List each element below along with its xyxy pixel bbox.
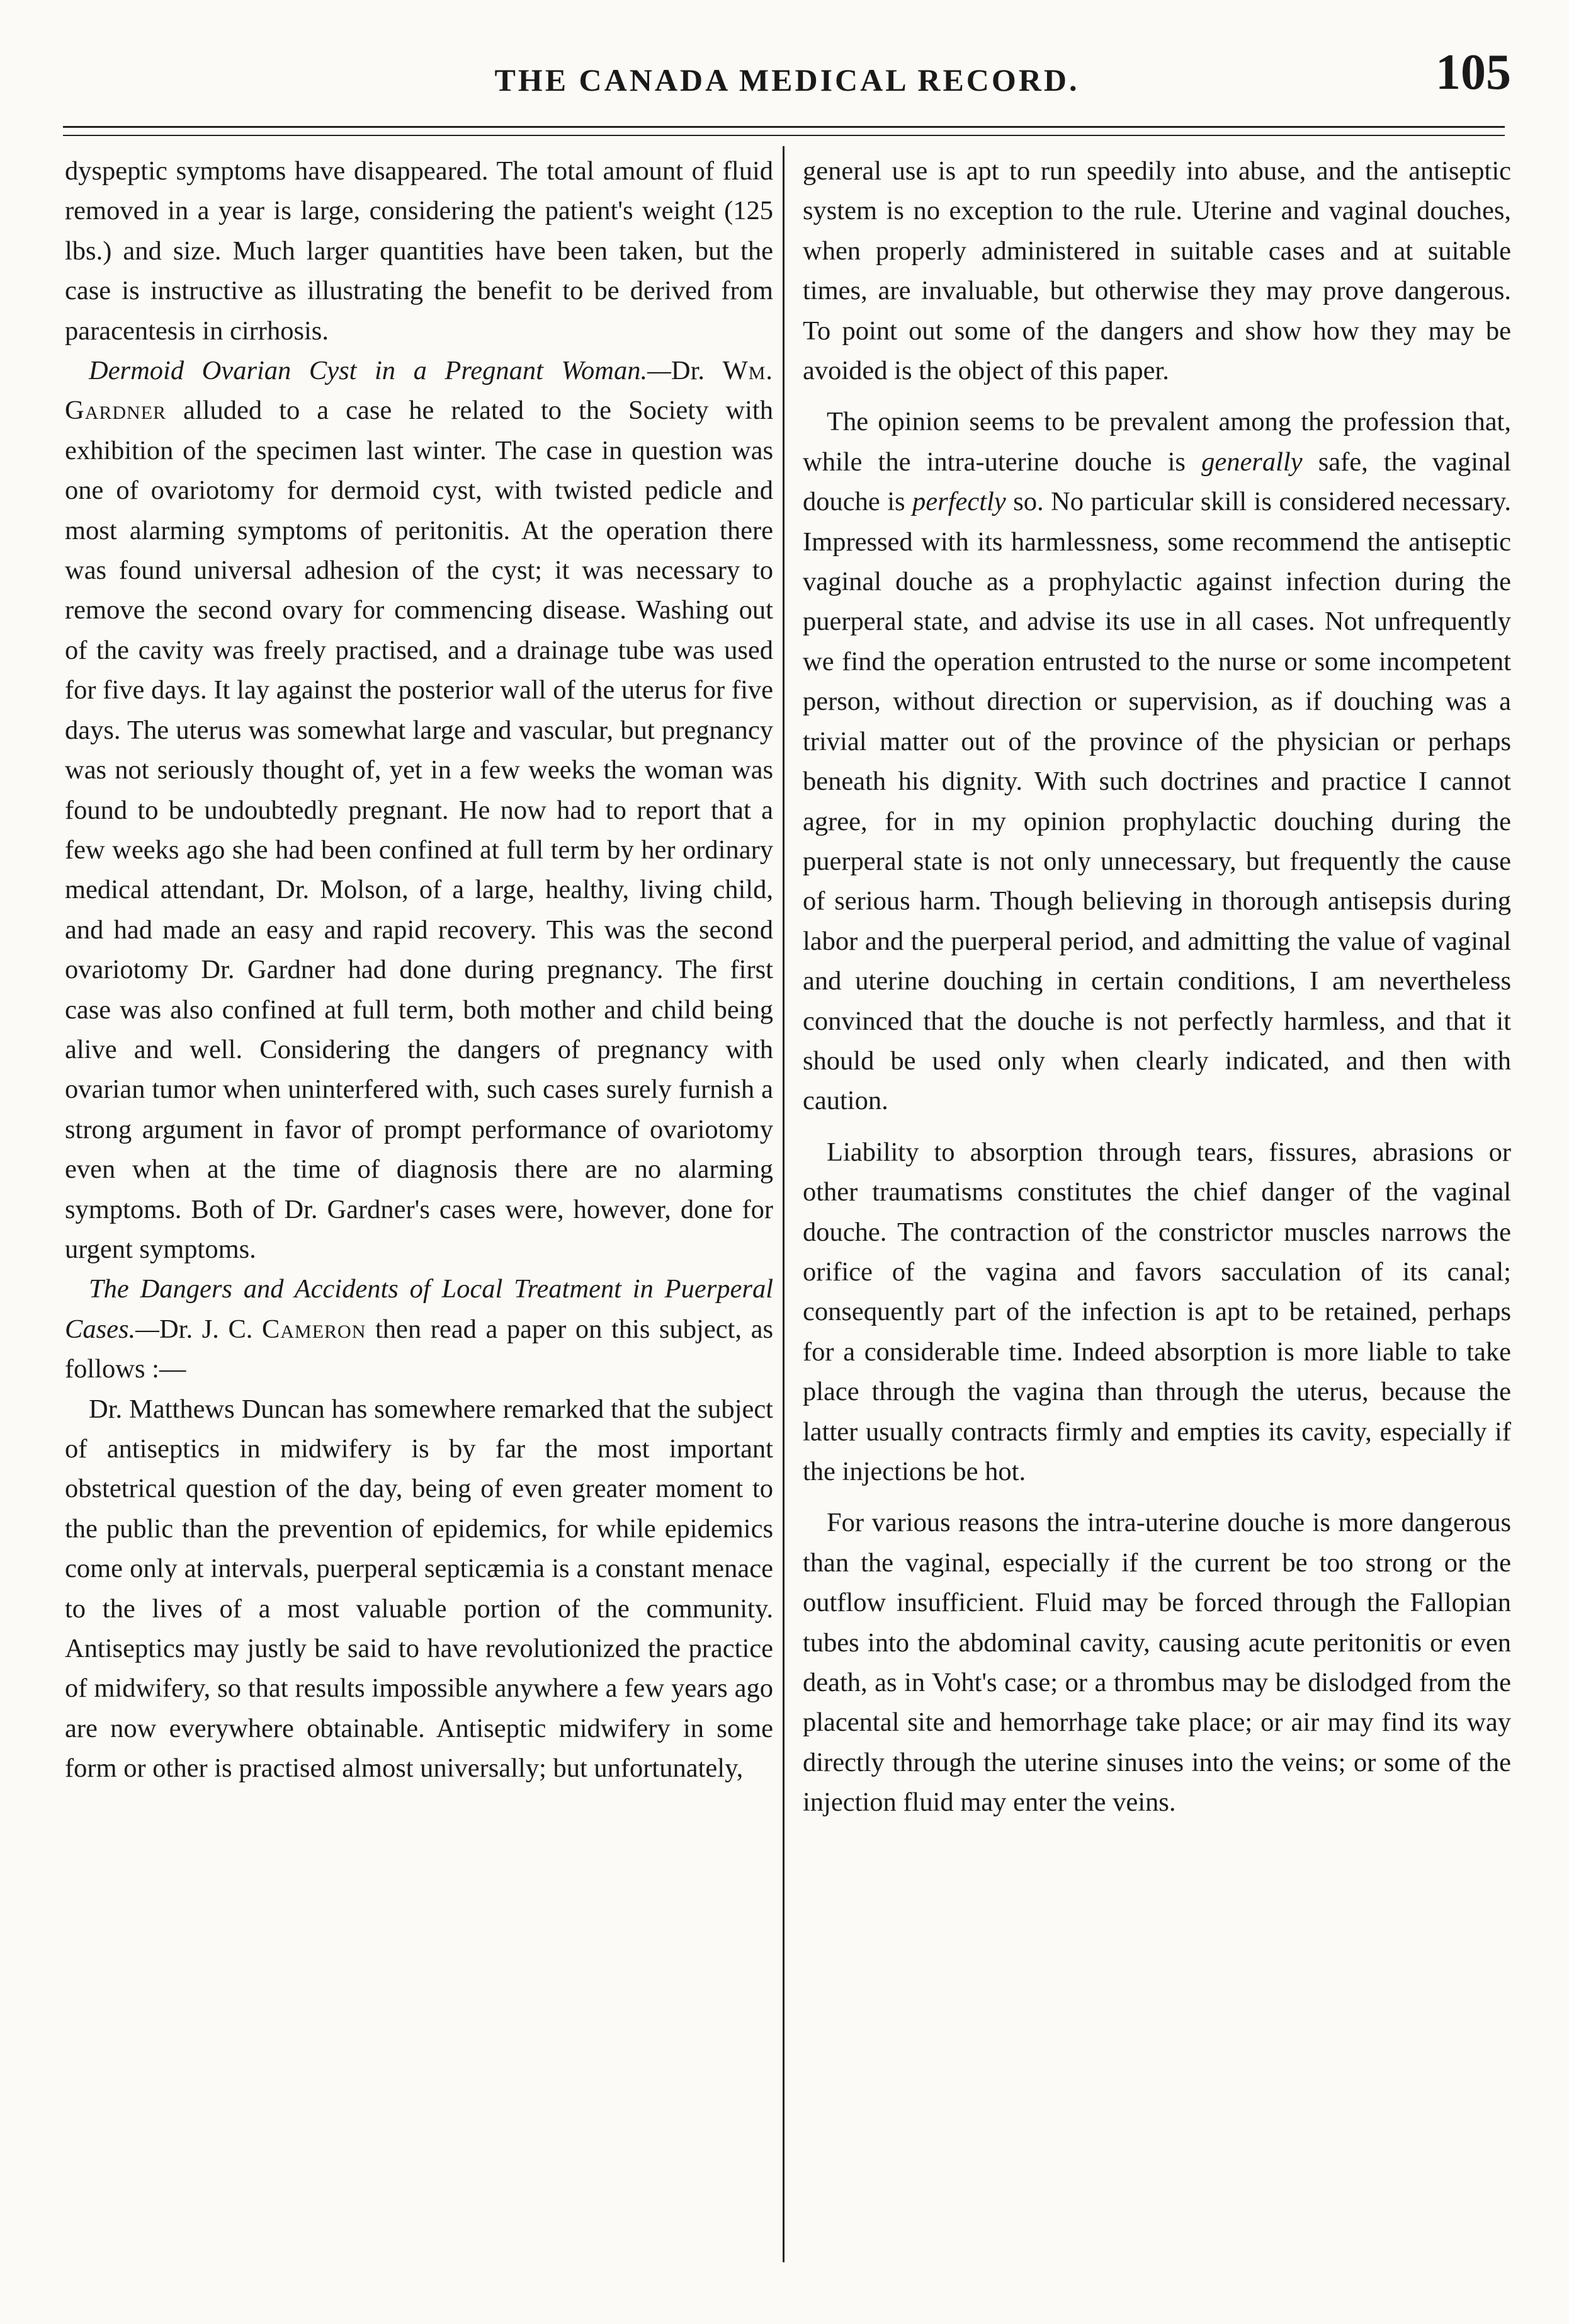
- paragraph-text: alluded to a case he related to the Society with exhibition of the specimen last winter. The case in question was one of ovariotomy for dermoid cyst, with twisted pedicle and most alarming symptoms of peritonitis. At the operation there was found universal adhesion of the cyst; it was necessary to remove the second ovary for commencing disease. Washing out of the cavity was freely practised, and a drainage tube was used for five days. It lay against the posterior wall of the uterus for five days. The uterus was somewhat large and vascular, but pregnancy was not seriously thought of, yet in a few weeks the woman was found to be undoubtedly pregnant. He now had to report that a few weeks ago she had been confined at full term by her ordinary medical attendant, Dr. Molson, of a large, healthy, living child, and had made an easy and rapid recovery. This was the second ovariotomy Dr. Gardner had done during pregnancy. The first case was also confined at full term, both mother and child being alive and well. Considering the dangers of pregnancy with ovarian tumor when uninterfered with, such cases surely furnish a strong argument in favor of prompt performance of ovariotomy even when at the time of diagnosis there are no alarming symptoms. Both of Dr. Gardner's cases were, however, done for urgent symptoms.: [65, 396, 773, 1264]
- paragraph-text: so. No particular skill is considered necessary. Impressed with its harmlessness, some recommend the antiseptic vaginal douche as a prophylactic against infection during the puerperal state, and advise its use in all cases. Not unfrequently we find the operation entrusted to the nurse or some incompetent person, without direction or supervision, as if douching was a trivial matter out of the province of the physician or perhaps beneath his dignity. With such doctrines and practice I cannot agree, for in my opinion prophylactic douching during the puerperal state is not only unnecessary, but frequently the cause of serious harm. Though believing in thorough antisepsis during labor and the puerperal period, and admitting the value of vaginal and uterine douching in certain conditions, I am nevertheless convinced that the douche is not perfectly harmless, and that it should be used only when clearly indicated, and then with caution.: [803, 487, 1511, 1116]
- header-rule-thin: [63, 135, 1505, 136]
- section-heading: Dermoid Ovarian Cyst in a Pregnant Woman.—: [89, 356, 671, 386]
- paragraph-text: safe, the vaginal douche is: [803, 447, 1512, 517]
- section-heading: The Dangers and Accidents of Local Treatment in Puerperal Cases.—: [65, 1274, 773, 1344]
- left-column: [65, 151, 773, 1789]
- paragraph-dangers-intro: [65, 1269, 773, 1389]
- paragraph: general use is apt to run speedily into abuse, and the antiseptic system is no exception to the rule. Uterine and vaginal douches, when properly administered in suitable cases and at suitable times, are invaluable, but otherwise they may prove dangerous. To point out some of the dangers and show how they may be avoided is the object of this paper.: [803, 156, 1511, 386]
- paragraph-text: Dr. J. C.: [159, 1314, 263, 1344]
- right-column: [803, 151, 1511, 1823]
- header-rule: [63, 126, 1505, 128]
- paragraph-text: Dr.: [671, 356, 723, 386]
- paragraph: Liability to absorption through tears, fissures, abrasions or other traumatisms constitutes the chief danger of the vaginal douche. The contraction of the constrictor muscles narrows the orifice of the vagina and favors sacculation of its canal; consequently part of the infection is apt to be retained, perhaps for a considerable time. Indeed absorption is more liable to take place through the vagina than through the uterus, because the latter usually contracts firmly and empties its cavity, especially if the injections be hot.: [803, 1137, 1511, 1486]
- emphasis: perfectly: [912, 487, 1006, 517]
- paragraph-text: then read a paper on this subject, as follows :—: [65, 1314, 773, 1384]
- paragraph-opinion: [803, 402, 1511, 1120]
- running-title: THE CANADA MEDICAL RECORD.: [494, 62, 1080, 98]
- emphasis: generally: [1201, 447, 1303, 477]
- paragraph-dermoid-cyst: [65, 351, 773, 1269]
- paragraph-text: The opinion seems to be prevalent among the profession that, while the intra-uterine douche is: [803, 407, 1511, 477]
- paragraph: Dr. Matthews Duncan has somewhere remarked that the subject of antiseptics in midwifery is by far the most important obstetrical question of the day, being of even greater moment to the public than the prevention of epidemics, for while epidemics come only at intervals, puerperal septicæmia is a constant menace to the lives of a most valuable portion of the community. Antiseptics may justly be said to have revolutionized the practice of midwifery, so that results impossible anywhere a few years ago are now everywhere obtainable. Antiseptic midwifery in some form or other is practised almost universally; but unfortunately,: [65, 1394, 773, 1784]
- author-name: Wm. Gardner: [65, 356, 773, 426]
- paragraph: For various reasons the intra-uterine douche is more dangerous than the vaginal, especially if the current be too strong or the outflow insufficient. Fluid may be forced through the Fallopian tubes into the abdominal cavity, causing acute peritonitis or even death, as in Voht's case; or a thrombus may be dislodged from the placental site and hemorrhage take place; or air may find its way directly through the uterine sinuses into the veins; or some of the injection fluid may enter the veins.: [803, 1508, 1511, 1818]
- author-name: Cameron: [262, 1314, 366, 1344]
- page-number: 105: [1436, 45, 1511, 100]
- column-divider: [783, 146, 784, 2262]
- paragraph: dyspeptic symptoms have disappeared. The total amount of fluid removed in a year is large, considering the patient's weight (125 lbs.) and size. Much larger quantities have been taken, but the case is instructive as illustrating the benefit to be derived from paracentesis in cirrhosis.: [65, 156, 773, 346]
- page-header: [63, 44, 1511, 113]
